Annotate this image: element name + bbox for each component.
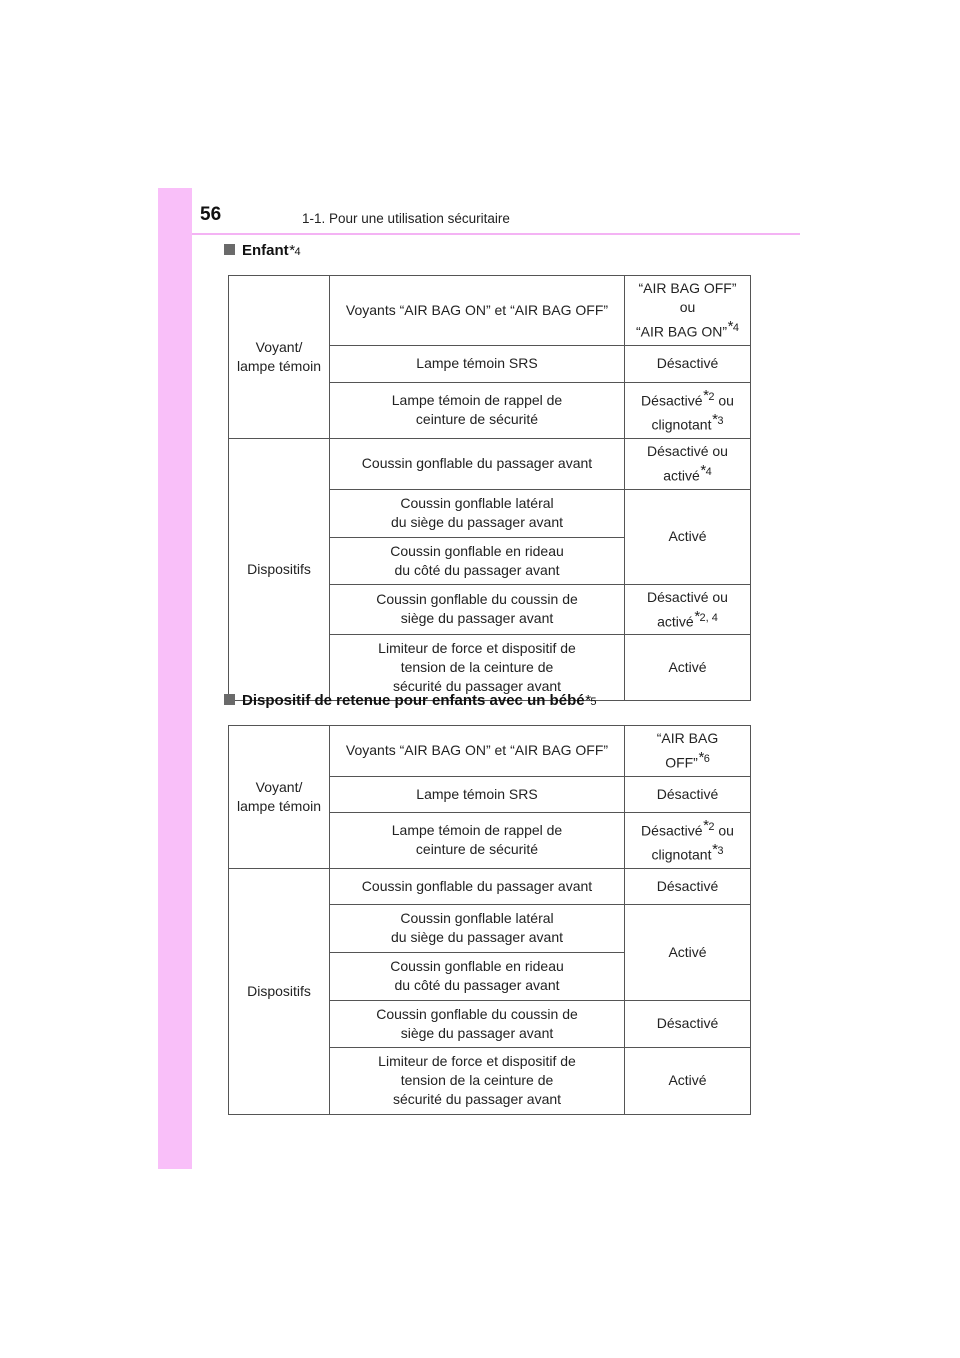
header-rule [192,233,800,235]
section-title: Enfant [242,242,289,259]
page-header [192,200,800,236]
ceinture-value: Désactivé$^{*2}$ ou clignotant$^{*3}$ [625,382,751,438]
rideau-label: Coussin gonflable en rideau du côté du passager avant [330,952,625,1000]
coussin-avant-value: Désactivé ou activé$^{*4}$ [625,438,751,489]
chapter-title: 1-1. Pour une utilisation sécuritaire [302,211,510,226]
square-bullet-icon [224,694,235,705]
srs-label: Lampe témoin SRS [330,776,625,812]
voyants-value: “AIR BAG OFF” ou “AIR BAG ON”$^{*4}$ [625,276,751,346]
srs-value: Désactivé [625,776,751,812]
coussin-avant-value: Désactivé [625,868,751,904]
coussin-siege-label: Coussin gonflable du coussin de siège du passager avant [330,1000,625,1047]
coussin-siege-value: Désactivé [625,1000,751,1047]
square-bullet-icon [224,244,235,255]
voyant-label: Voyant/ lampe témoin [236,338,322,374]
srs-value: Désactivé [625,345,751,382]
coussin-siege-label: Coussin gonflable du coussin de siège du passager avant [330,584,625,635]
voyants-label: Voyants “AIR BAG ON” et “AIR BAG OFF” [330,726,625,777]
limiteur-label: Limiteur de force et dispositif de tension de la ceinture de sécurité du passager avant [330,635,625,701]
section-title: Dispositif de retenue pour enfants avec un bébé [242,692,585,709]
table-row [229,438,751,489]
dispositifs-label: Dispositifs [229,868,330,1114]
footnote-ref: *5 [584,692,597,709]
voyants-label: Voyants “AIR BAG ON” et “AIR BAG OFF” [330,276,625,346]
ceinture-label: Lampe témoin de rappel de ceinture de sécurité [330,812,625,868]
dispositifs-label: Dispositifs [229,438,330,700]
section-heading-bebe [224,692,597,709]
coussin-avant-label: Coussin gonflable du passager avant [330,868,625,904]
table-bebe [228,725,751,1115]
page-number: 56 [200,204,222,225]
ceinture-value: Désactivé$^{*2}$ ou clignotant$^{*3}$ [625,812,751,868]
coussin-avant-label: Coussin gonflable du passager avant [330,438,625,489]
srs-label: Lampe témoin SRS [330,345,625,382]
lateral-label: Coussin gonflable latéral du siège du passager avant [330,489,625,537]
rideau-label: Coussin gonflable en rideau du côté du passager avant [330,537,625,584]
coussin-siege-value: Désactivé ou activé$^{*2, 4}$ [625,584,751,635]
table-enfant [228,275,751,701]
table-row [229,868,751,904]
voyant-label: Voyant/ lampe témoin [236,778,322,814]
lateral-value: Activé [625,489,751,584]
row-group-label [229,276,330,439]
footnote-ref: *4 [288,242,301,259]
row-group-label [229,726,330,869]
lateral-label: Coussin gonflable latéral du siège du passager avant [330,904,625,952]
voyants-value: “AIR BAG OFF”$^{*6}$ [625,726,751,777]
table-row [229,726,751,777]
table-row [229,276,751,346]
limiteur-value: Activé [625,1047,751,1114]
ceinture-label: Lampe témoin de rappel de ceinture de sécurité [330,382,625,438]
limiteur-value: Activé [625,635,751,701]
section-heading-enfant [224,242,301,259]
lateral-value: Activé [625,904,751,1000]
limiteur-label: Limiteur de force et dispositif de tension de la ceinture de sécurité du passager avant [330,1047,625,1114]
side-tab-band [158,188,192,1169]
